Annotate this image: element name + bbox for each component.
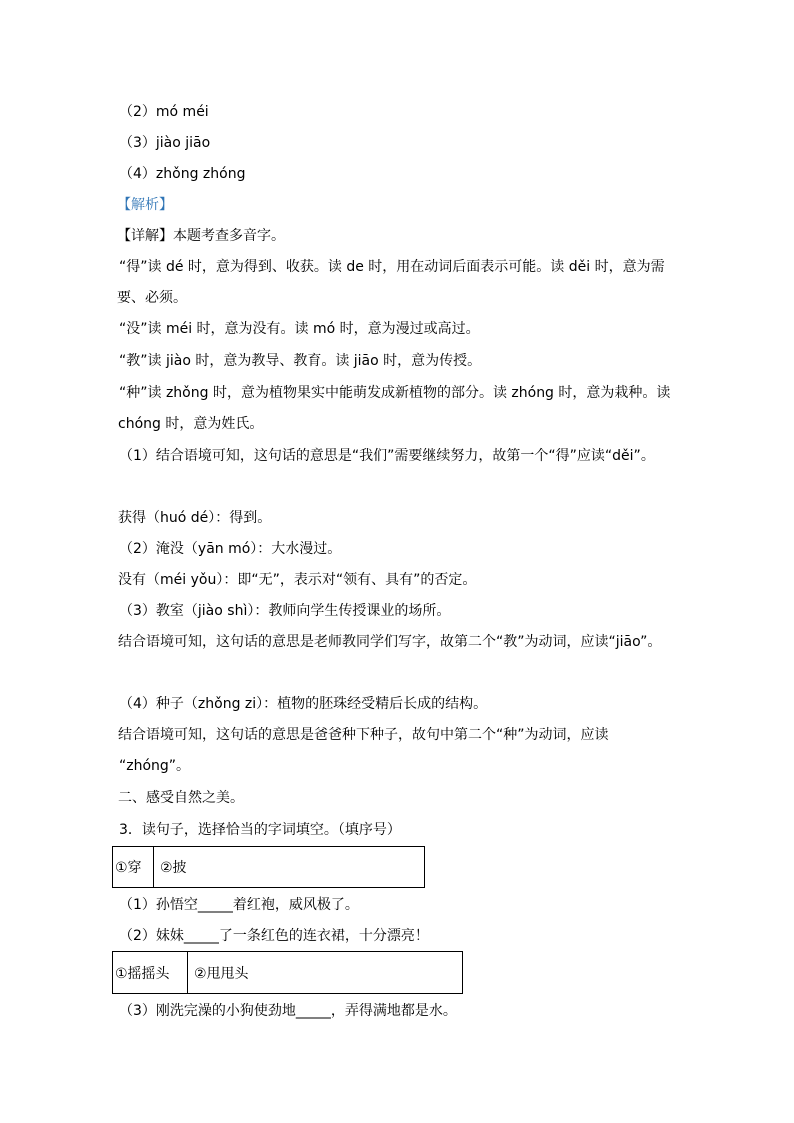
detail-line: （1）结合语境可知，这句话的意思是“我们”需要继续努力，故第一个“得”应读“děi”。 <box>119 448 655 464</box>
fill-blank-item: （2）妹妹_____了一条红色的连衣裙，十分漂亮！ <box>119 928 429 944</box>
question-prompt: 3．读句子，选择恰当的字词填空。（填序号） <box>119 822 401 838</box>
detail-line: 获得（huó dé）：得到。 <box>118 510 272 526</box>
detail-line: 结合语境可知，这句话的意思是老师教同学们写字，故第二个“教”为动词，应读“jiāo”。 <box>118 634 662 650</box>
options-table-1 <box>112 846 425 888</box>
option-cell: ②甩甩头 <box>187 952 462 993</box>
fill-blank-item: （1）孙悟空_____着红袍，威风极了。 <box>119 897 359 913</box>
detail-line: chóng 时，意为姓氏。 <box>118 416 264 432</box>
detail-line: “zhóng”。 <box>119 758 191 774</box>
answer-line: （3）jiào jiāo <box>119 135 211 151</box>
detail-line: “没”读 méi 时，意为没有。读 mó 时，意为漫过或高过。 <box>119 321 480 337</box>
detail-line: （4）种子（zhǒng zi）：植物的胚珠经受精后长成的结构。 <box>119 696 488 712</box>
option-cell: ①摇摇头 <box>115 965 170 982</box>
option-cell: ①穿 <box>115 860 142 876</box>
option-cell: ②披 <box>153 847 424 887</box>
detail-line: （3）教室（jiào shì）：教师向学生传授课业的场所。 <box>119 603 451 619</box>
options-table-2 <box>112 951 463 994</box>
detail-line: “教”读 jiào 时，意为教导、教育。读 jiāo 时，意为传授。 <box>119 353 482 369</box>
answer-line: （4）zhǒng zhóng <box>119 166 246 182</box>
detail-line: 没有（méi yǒu）：即“无”，表示对“领有、具有”的否定。 <box>118 572 477 588</box>
detail-line: 【详解】本题考查多音字。 <box>117 228 285 244</box>
detail-line: 要、必须。 <box>117 290 187 306</box>
analysis-heading: 【解析】 <box>117 197 173 213</box>
detail-line: “种”读 zhǒng 时，意为植物果实中能萌发成新植物的部分。读 zhóng 时，意为栽种。读 <box>119 385 671 401</box>
answer-line: （2）mó méi <box>119 104 209 120</box>
detail-line: 结合语境可知，这句话的意思是爸爸种下种子，故句中第二个“种”为动词，应读 <box>118 727 609 743</box>
fill-blank-item: （3）刚洗完澡的小狗使劲地_____，弄得满地都是水。 <box>119 1003 457 1019</box>
section-title: 二、感受自然之美。 <box>118 790 244 806</box>
detail-line: （2）淹没（yān mó）：大水漫过。 <box>119 541 342 557</box>
detail-line: “得”读 dé 时，意为得到、收获。读 de 时，用在动词后面表示可能。读 děi 时，意为需 <box>119 259 665 275</box>
